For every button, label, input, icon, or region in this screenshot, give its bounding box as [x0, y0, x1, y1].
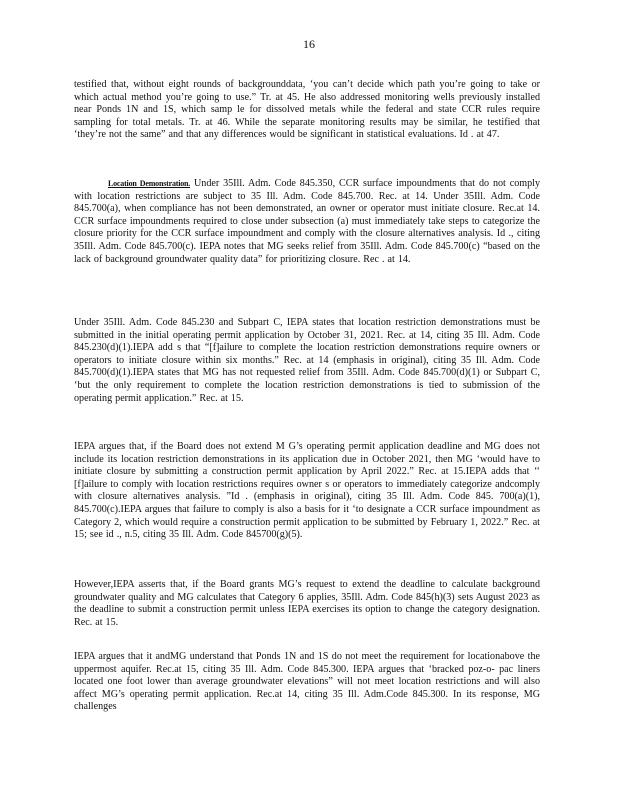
paragraph-iepa-asserts: However,IEPA asserts that, if the Board grants MG’s request to extend the deadline to calculate background groundwater quality and MG calculates that Category 6 applies, 35Ill. Adm. Code 845(h)(3) sets August 2023 as the deadline to submit a construction permit unless IEPA exercises its option to change the category designation. Rec. at 15.	[74, 579, 540, 628]
paragraph-testimony: testified that, without eight rounds of backgrounddata, ‘you can’t decide which path you’re going to take or which actual method you’re going to use.” Tr. at 45. He also addressed monitoring wells previously installed near Ponds 1N and 1S, which samp le for dissolved metals while the federal and state CCR rules require sampling for total metals. Tr. at 46. While the separate monitoring results may be similar, he testified that ‘they’re not the same” and that any differences would be significant in statistical evaluations. Id . at 47.	[74, 79, 540, 141]
paragraph-iepa-argues-deadline: IEPA argues that, if the Board does not extend M G’s operating permit application deadline and MG does not include its location restriction demonstrations in its application due in October 2021, then MG ‘would have to initiate closure by submitting a construction permit application by April 2022.” Rec. at 15.IEPA adds that ‘‘ [f]ailure to comply with location restrictions requires owner s or operators to immediately categorize andcomply with closure alternatives analysis. ”Id . (emphasis in original), citing 35 Ill. Adm. Code 845. 700(a)(1), 845.700(c).IEPA argues that failure to comply is also a basis for it ‘to designate a CCR surface impoundment as Category 2, which would require a construction permit application to be submitted by February 1, 2022.” Rec. at 15; see id ., n.5, citing 35 Ill. Adm. Code 845700(g)(5).	[74, 441, 540, 541]
paragraph-location-demonstration-text: Under 35Ill. Adm. Code 845.350, CCR surface impoundments that do not comply with location restrictions are subject to 35 Ill. Adm. Code 845.700. Rec. at 14. Under 35Ill. Adm. Code 845.700(a), when compliance has not been demonstrated, an owner or operator must initiate closure. Rec.at 14. CCR surface impoundments required to close under subsection (a) must immediately take steps to categorize the closure priority for the CCR surface impoundment and comply with the closure alternatives analysis. Id ., citing 35Ill. Adm. Code 845.700(c). IEPA notes that MG seeks relief from 35Ill. Adm. Code 845.700(c) “based on the lack of background groundwater quality data” for prioritizing closure. Rec . at 14.	[74, 178, 540, 265]
paragraph-location-restriction: Under 35Ill. Adm. Code 845.230 and Subpart C, IEPA states that location restriction demonstrations must be submitted in the initial operating permit application by October 31, 2021. Rec. at 14, citing 35 Ill. Adm. Code 845.230(d)(1).IEPA add s that “[f]ailure to complete the location restriction demonstrations require owners or operators to initiate closure within six months.” Rec. at 14 (emphasis in original), citing 35 Ill. Adm. Code 845.700(d)(1).IEPA states that MG has not requested relief from 35Ill. Adm. Code 845.700(d)(1) or Subpart C, ‘but the only requirement to complete the location restriction demonstrations is tied to submission of the operating permit application.” Rec. at 15.	[74, 317, 540, 404]
page-number: 16	[303, 37, 315, 51]
section-heading: Location Demonstration.	[108, 179, 191, 188]
paragraph-iepa-argues-ponds: IEPA argues that it andMG understand that Ponds 1N and 1S do not meet the requirement for locationabove the uppermost aquifer. Rec.at 15, citing 35 Ill. Adm. Code 845.300. IEPA argues that ‘bracked poz-o- pac liners located one foot lower than average groundwater elevations” will not meet location restrictions and will also affect MG’s operating permit application. Rec.at 14, citing 35 Ill. Adm.Code 845.300. In its response, MG challenges	[74, 651, 540, 713]
paragraph-location-demonstration	[74, 178, 540, 266]
